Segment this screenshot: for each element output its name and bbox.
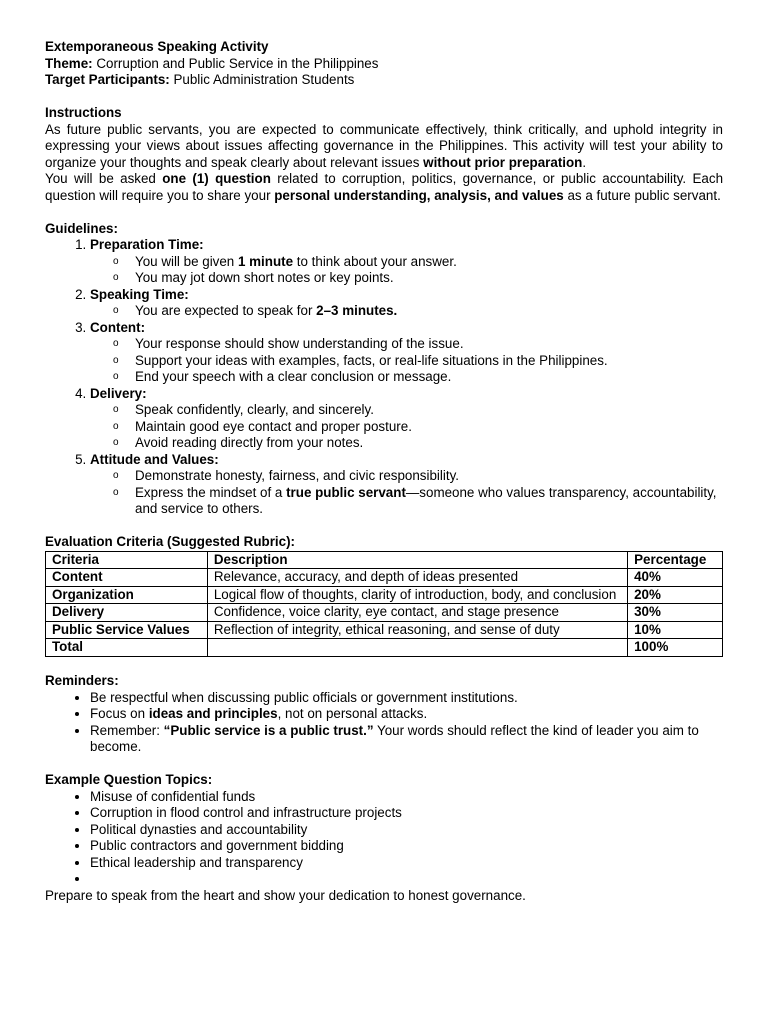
bold-run: personal understanding, analysis, and values	[274, 187, 564, 203]
list-item: • Ethical leadership and transparency	[90, 855, 723, 872]
bold-run: one (1) question	[162, 171, 271, 186]
sub-item: o Support your ideas with examples, facts, or real-life situations in the Philippines.	[135, 353, 723, 370]
participants-line	[45, 72, 723, 89]
list-item: • Remember: “Public service is a public trust.” Your words should reflect the kind of leader you aim to become.	[90, 723, 723, 756]
header-cell-percentage: Percentage	[628, 551, 723, 569]
percentage-cell: 20%	[628, 586, 723, 604]
text-run: As future public servants, you are expected to communicate effectively, think critically, and uphold integrity in expressing your views about issues affecting governance in the Philippines. This activity will test your ability to organize your thoughts and speak clearly about relevant issues	[45, 121, 723, 170]
topics-list	[45, 789, 723, 888]
document-title: Extemporaneous Speaking Activity	[45, 39, 269, 54]
participants-value: Public Administration Students	[169, 72, 355, 87]
text-run: .	[582, 154, 587, 170]
total-label-cell: Total	[46, 639, 208, 657]
table-row	[46, 621, 723, 639]
instructions-paragraph-2	[45, 171, 723, 204]
text-run: related to corruption, politics, governance, or public accountability. Each question will require you to share your	[45, 171, 724, 203]
sub-list	[90, 303, 723, 320]
topics-heading: Example Question Topics:	[45, 772, 213, 787]
rubric-heading: Evaluation Criteria (Suggested Rubric):	[45, 534, 295, 549]
table-total-row	[46, 639, 723, 657]
sub-item: o Express the mindset of a true public servant—someone who values transparency, accountability, and service to others.	[135, 485, 723, 518]
sub-list	[90, 402, 723, 452]
theme-line	[45, 56, 723, 73]
list-item: • Corruption in flood control and infrastructure projects	[90, 805, 723, 822]
text-run: You will be asked	[45, 171, 163, 186]
list-item: • Misuse of confidential funds	[90, 789, 723, 806]
criteria-cell: Delivery	[46, 604, 208, 622]
guideline-item	[90, 237, 723, 287]
instructions-heading: Instructions	[45, 105, 122, 120]
sub-item: o Speak confidently, clearly, and sincerely.	[135, 402, 723, 419]
criteria-cell: Public Service Values	[46, 621, 208, 639]
guideline-item	[90, 287, 723, 320]
bold-run: without prior preparation	[423, 154, 583, 170]
sub-item: o End your speech with a clear conclusion or message.	[135, 369, 723, 386]
list-item: • Be respectful when discussing public officials or government institutions.	[90, 690, 723, 707]
participants-label: Target Participants:	[45, 72, 170, 87]
guideline-title: Delivery:	[90, 385, 147, 401]
description-cell: Relevance, accuracy, and depth of ideas presented	[207, 569, 627, 587]
description-cell: Reflection of integrity, ethical reasoning, and sense of duty	[207, 621, 627, 639]
empty-list-item	[90, 871, 723, 888]
header-cell-criteria: Criteria	[46, 551, 208, 569]
header-cell-description: Description	[207, 551, 627, 569]
guideline-title: Attitude and Values:	[90, 451, 219, 467]
guideline-item	[90, 386, 723, 452]
table-row	[46, 604, 723, 622]
sub-item: o You may jot down short notes or key points.	[135, 270, 723, 287]
guideline-item	[90, 452, 723, 518]
percentage-cell: 40%	[628, 569, 723, 587]
list-item: • Focus on ideas and principles, not on personal attacks.	[90, 706, 723, 723]
description-cell: Logical flow of thoughts, clarity of introduction, body, and conclusion	[207, 586, 627, 604]
percentage-cell: 30%	[628, 604, 723, 622]
text-run: as a future public servant.	[563, 187, 721, 203]
sub-list	[90, 468, 723, 518]
theme-value: Corruption and Public Service in the Philippines	[92, 55, 379, 71]
table-header-row	[46, 551, 723, 569]
reminders-list	[45, 690, 723, 756]
guideline-title: Preparation Time:	[90, 237, 204, 252]
closing-line: Prepare to speak from the heart and show your dedication to honest governance.	[45, 887, 526, 903]
table-row	[46, 586, 723, 604]
rubric-table	[45, 551, 723, 657]
sub-item: o You will be given 1 minute to think about your answer.	[135, 254, 723, 271]
criteria-cell: Organization	[46, 586, 208, 604]
document-page	[45, 39, 723, 904]
description-cell: Confidence, voice clarity, eye contact, and stage presence	[207, 604, 627, 622]
instructions-paragraph-1	[45, 122, 723, 172]
guideline-item	[90, 320, 723, 386]
sub-item: o Your response should show understanding of the issue.	[135, 336, 723, 353]
description-cell	[207, 639, 627, 657]
list-item: • Public contractors and government bidding	[90, 838, 723, 855]
sub-item: o You are expected to speak for 2–3 minutes.	[135, 303, 723, 320]
criteria-cell: Content	[46, 569, 208, 587]
sub-list	[90, 254, 723, 287]
guidelines-list	[45, 237, 723, 518]
sub-list	[90, 336, 723, 386]
percentage-cell: 10%	[628, 621, 723, 639]
sub-item: o Avoid reading directly from your notes.	[135, 435, 723, 452]
theme-label: Theme:	[45, 55, 93, 71]
sub-item: o Maintain good eye contact and proper posture.	[135, 419, 723, 436]
guideline-title: Speaking Time:	[90, 286, 189, 302]
guidelines-heading: Guidelines:	[45, 220, 118, 236]
total-percentage-cell: 100%	[628, 639, 723, 657]
guideline-title: Content:	[90, 319, 146, 335]
table-row	[46, 569, 723, 587]
sub-item: o Demonstrate honesty, fairness, and civic responsibility.	[135, 468, 723, 485]
list-item: • Political dynasties and accountability	[90, 822, 723, 839]
reminders-heading: Reminders:	[45, 673, 119, 688]
